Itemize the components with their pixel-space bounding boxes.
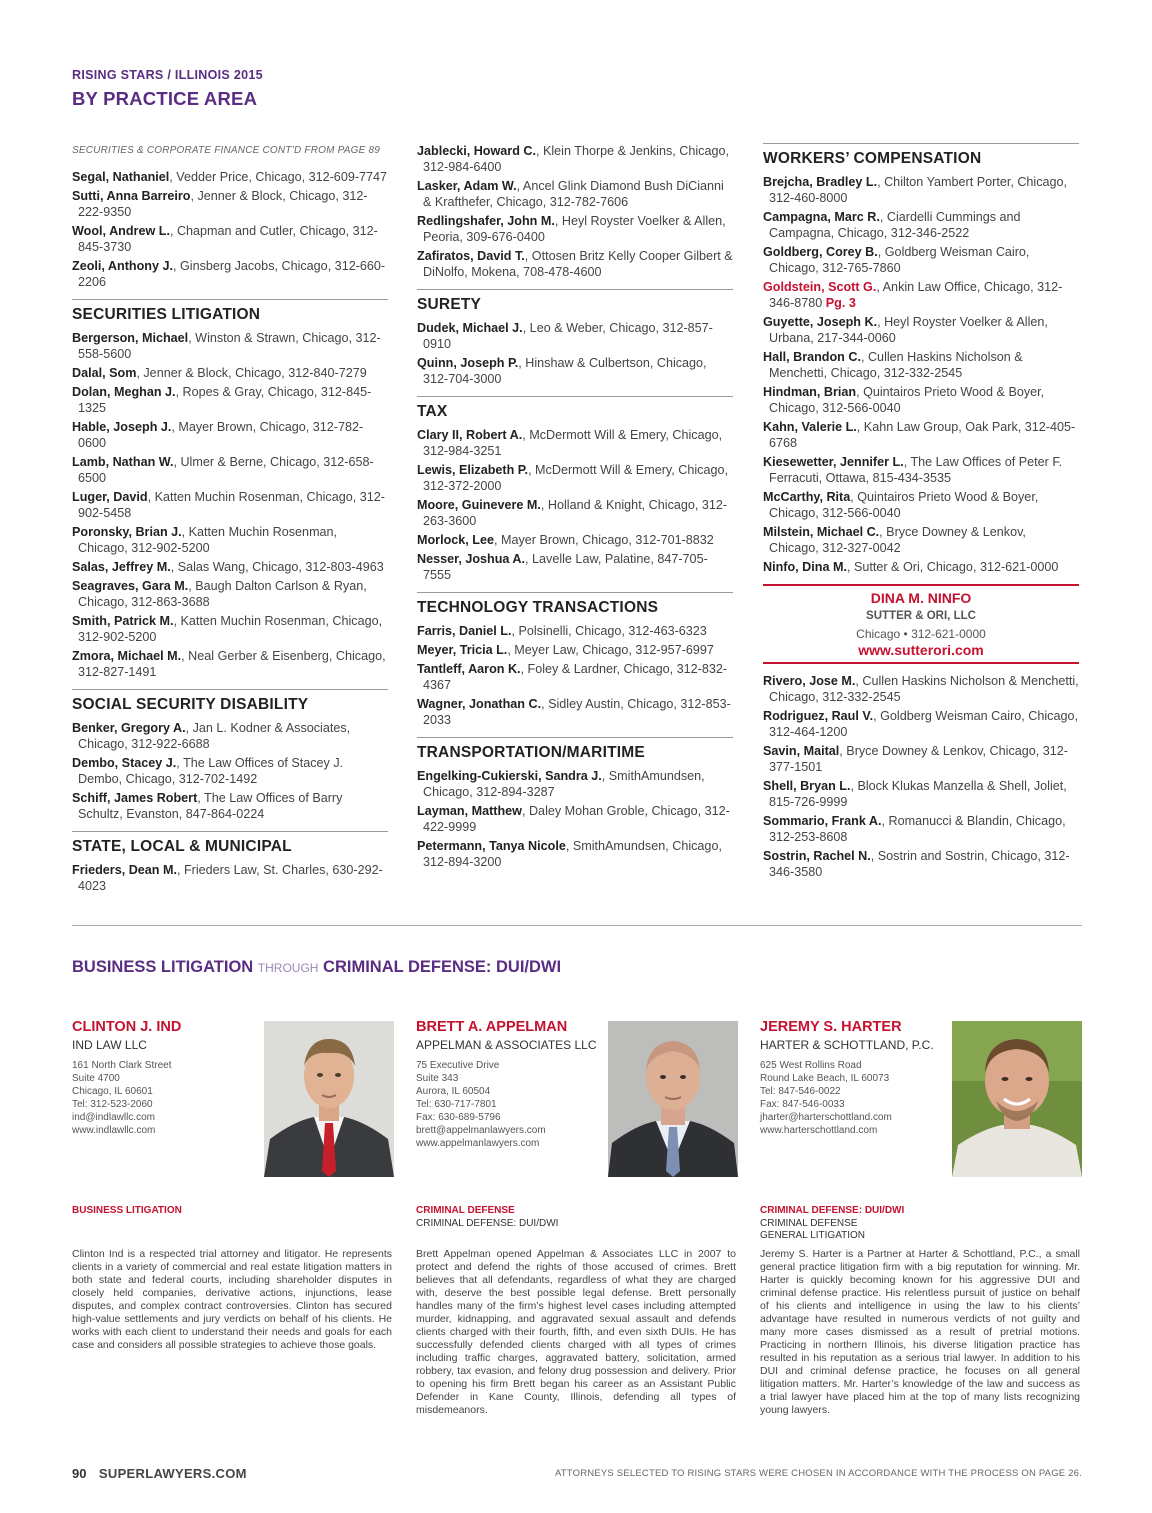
listing-details: , SmithAmundsen, Chicago, 312-894-3287 (423, 769, 705, 799)
listing-entry (763, 673, 1079, 705)
listing-name: Farris, Daniel L. (417, 624, 512, 638)
title-end: CRIMINAL DEFENSE: DUI/DWI (318, 958, 562, 976)
listing-name: Guyette, Joseph K. (763, 315, 878, 329)
listing-name: Smith, Patrick M. (72, 614, 174, 628)
attorney-bio: Jeremy S. Harter is a Partner at Harter & Schottland, P.C., a small general practice litigation firm with a big reputation for winning. Mr. Harter is quickly becoming known for his aggressive DUI and criminal defense practice. His relentless pursuit of justice on behalf of his clients and intelligence in using the law to his clients’ advantage have resulted in numerous verdicts of not guilty and many more cases dismissed as a result of pretrial motions. Practicing in northern Illinois, his diverse litigation practice has resulted in his reputation as a serious trial lawyer. In addition to his DUI and criminal defense practice, he focuses on all general litigation matters. Mr. Harter’s knowledge of the law and success as a trial lawyer have placed him at the top of many lists recognizing young lawyers. (760, 1248, 1080, 1416)
section-heading: WORKERS’ COMPENSATION (763, 143, 1079, 167)
listing-entry (763, 524, 1079, 556)
listing-name: Moore, Guinevere M. (417, 498, 541, 512)
listing-name: Meyer, Tricia L. (417, 643, 508, 657)
section-heading: SURETY (417, 289, 733, 313)
practice-area: CRIMINAL DEFENSE (760, 1217, 858, 1229)
listing-name: Redlingshafer, John M. (417, 214, 555, 228)
listing-name: Poronsky, Brian J. (72, 525, 182, 539)
title-through: THROUGH (257, 961, 319, 975)
attorney-contact (416, 1059, 601, 1150)
listing-name: Lewis, Elizabeth P. (417, 463, 529, 477)
ad-firm: SUTTER & ORI, LLC (866, 610, 976, 622)
listing-name: Schiff, James Robert (72, 791, 198, 805)
ad-website-link[interactable]: www.sutterori.com (858, 642, 984, 658)
section-kicker (72, 68, 1082, 82)
listing-name: Zafiratos, David T. (417, 249, 525, 263)
practice-areas (72, 1205, 392, 1218)
listing-name: Milstein, Michael C. (763, 525, 880, 539)
listing-details: , Block Klukas Manzella & Shell, Joliet, 815-726-9999 (769, 779, 1067, 809)
title-start: BUSINESS LITIGATION (72, 958, 258, 976)
attorney-bio: Brett Appelman opened Appelman & Associates LLC in 2007 to protect and defend the rights of those accused of crimes. Brett believes that all defendants, regardless of what they are charged with, deserve the best possible legal defense. Brett personally handles many of the firm’s highest level cases including attempted murder, kidnapping, and aggravated sexual assault and defends clients charged with their fourth, fifth, and even sixth DUIs. He has successfully defended clients charged with all types of crimes including traffic charges, aggravated battery, solicitation, armed robbery, tax evasion, and felony drug possession and delivery. Prior to opening his firm Brett began his career as an Assistant Public Defender in Kane County, Illinois, defending all types of misdemeanors. (416, 1248, 736, 1416)
attorney-contact (72, 1059, 257, 1137)
attorney-name: BRETT A. APPELMAN (416, 1019, 568, 1035)
listing-name: Petermann, Tanya Nicole (417, 839, 566, 853)
section-heading: SOCIAL SECURITY DISABILITY (72, 689, 388, 713)
attorney-firm: HARTER & SCHOTTLAND, P.C. (760, 1038, 934, 1052)
listing-name: Hable, Joseph J. (72, 420, 172, 434)
listing-details: , Jenner & Block, Chicago, 312-222-9350 (78, 189, 368, 219)
listing-details: , Vedder Price, Chicago, 312-609-7747 (169, 170, 388, 184)
listing-entry (72, 720, 388, 752)
practice-areas (760, 1205, 1080, 1243)
listing-details: , Quintairos Prieto Wood & Boyer, Chicago, 312-566-0040 (769, 490, 1039, 520)
listing-details: , Ciardelli Cummings and Campagna, Chicago, 312-346-2522 (769, 210, 1021, 240)
listing-details: , Ancel Glink Diamond Bush DiCianni & Krafthefer, Chicago, 312-782-7606 (423, 179, 724, 209)
ad-name: DINA M. NINFO (870, 590, 972, 606)
contact-line: www.harterschottland.com (760, 1125, 878, 1136)
listing-name: Benker, Gregory A. (72, 721, 186, 735)
listing-details: , Kahn Law Group, Oak Park, 312-405-6768 (769, 420, 1076, 450)
listing-name: Clary II, Robert A. (417, 428, 523, 442)
listing-entry (72, 524, 388, 556)
listing-details: , Hinshaw & Culbertson, Chicago, 312-704-3000 (423, 356, 707, 386)
listing-name: Tantleff, Aaron K. (417, 662, 521, 676)
listing-details: , Quintairos Prieto Wood & Boyer, Chicago, 312-566-0040 (769, 385, 1045, 415)
attorney-bio: Clinton Ind is a respected trial attorney and litigator. He represents clients in a variety of commercial and real estate litigation matters in both state and federal courts, including shareholder disputes in closely held companies, derivative actions, injunctions, lease disputes, and complex contract controversies. Clinton has secured high-value settlements and jury verdicts on behalf of his clients. He works with each client to understand their needs and goals for each case and considers all possible strategies to achieve those goals. (72, 1248, 392, 1351)
listing-details: , Jan L. Kodner & Associates, Chicago, 312-922-6688 (78, 721, 351, 751)
listing-name: Dembo, Stacey J. (72, 756, 177, 770)
contact-line: Tel: 312-523-2060 (72, 1099, 153, 1110)
listing-entry (72, 454, 388, 486)
attorney-profile (72, 1019, 392, 1351)
listing-details: , Ottosen Britz Kelly Cooper Gilbert & DiNolfo, Mokena, 708-478-4600 (423, 249, 733, 279)
listing-entry (417, 355, 733, 387)
contact-line: Tel: 847-546-0022 (760, 1086, 841, 1097)
listing-details: , Frieders Law, St. Charles, 630-292-4023 (78, 863, 383, 893)
listing-details: , Cullen Haskins Nicholson & Menchetti, Chicago, 312-332-2545 (769, 674, 1079, 704)
listing-entry (72, 862, 388, 894)
ad-contact: Chicago • 312-621-0000 (856, 627, 986, 641)
listing-details: , McDermott Will & Emery, Chicago, 312-984-3251 (423, 428, 723, 458)
listing-details: , The Law Offices of Peter F. Ferracuti, Ottawa, 815-434-3535 (769, 455, 1063, 485)
listing-entry (72, 223, 388, 255)
footer-note: ATTORNEYS SELECTED TO RISING STARS WERE CHOSEN IN ACCORDANCE WITH THE PROCESS ON PAGE 26. (554, 1468, 1082, 1479)
listing-name: Jablecki, Howard C. (417, 144, 536, 158)
listing-details: , Katten Muchin Rosenman, Chicago, 312-902-5458 (78, 490, 385, 520)
contact-line: Fax: 630-689-5796 (416, 1112, 501, 1123)
listing-entry (763, 314, 1079, 346)
listing-entry (763, 489, 1079, 521)
listing-entry (763, 813, 1079, 845)
listing-details: , Salas Wang, Chicago, 312-803-4963 (170, 560, 384, 574)
page-footer (72, 1465, 1082, 1483)
practice-area-primary: CRIMINAL DEFENSE: DUI/DWI (760, 1205, 905, 1216)
attorney-firm: IND LAW LLC (72, 1038, 147, 1052)
listing-name: Dudek, Michael J. (417, 321, 523, 335)
listing-name: Sostrin, Rachel N. (763, 849, 871, 863)
listing-entry (72, 613, 388, 645)
listing-details: , Winston & Strawn, Chicago, 312-558-5600 (78, 331, 381, 361)
listing-name: Quinn, Joseph P. (417, 356, 519, 370)
listing-entry (72, 648, 388, 680)
listing-entry (417, 696, 733, 728)
contact-line: Suite 343 (416, 1073, 459, 1084)
listing-details: , Sidley Austin, Chicago, 312-853-2033 (423, 697, 731, 727)
listing-entry (763, 454, 1079, 486)
listing-entry (763, 708, 1079, 740)
listing-details: , Katten Muchin Rosenman, Chicago, 312-902-5200 (78, 614, 383, 644)
listing-details: , Chilton Yambert Porter, Chicago, 312-460-8000 (769, 175, 1068, 205)
listing-details: , Sutter & Ori, Chicago, 312-621-0000 (846, 560, 1059, 574)
listing-name: Goldberg, Corey B. (763, 245, 878, 259)
contact-line: 625 West Rollins Road (760, 1060, 862, 1071)
listing-entry (417, 320, 733, 352)
listing-name: Savin, Maital (763, 744, 840, 758)
listing-details: , Mayer Brown, Chicago, 312-701-8832 (493, 533, 714, 547)
listing-name: Dolan, Meghan J. (72, 385, 176, 399)
contact-line: Tel: 630-717-7801 (416, 1099, 497, 1110)
listing-entry (72, 755, 388, 787)
listing-entry (417, 497, 733, 529)
listing-entry (417, 803, 733, 835)
section-heading: TRANSPORTATION/MARITIME (417, 737, 733, 761)
listing-details: , Neal Gerber & Eisenberg, Chicago, 312-827-1491 (78, 649, 386, 679)
listing-entry (417, 143, 733, 175)
listing-entry (72, 330, 388, 362)
contact-line: Chicago, IL 60601 (72, 1086, 153, 1097)
kicker-series: RISING STARS / (72, 68, 175, 82)
contact-line: jharter@harterschottland.com (760, 1112, 892, 1123)
listing-details: , Lavelle Law, Palatine, 847-705-7555 (423, 552, 708, 582)
section-heading: TECHNOLOGY TRANSACTIONS (417, 592, 733, 616)
practice-area-primary: CRIMINAL DEFENSE (416, 1205, 515, 1216)
listing-entry (763, 209, 1079, 241)
listing-entry (417, 178, 733, 210)
listing-entry (763, 778, 1079, 810)
attorney-name: JEREMY S. HARTER (760, 1019, 902, 1035)
listing-entry (417, 551, 733, 583)
listing-entry (72, 790, 388, 822)
listing-entry (417, 462, 733, 494)
listing-name: Bergerson, Michael (72, 331, 189, 345)
listing-details: , Foley & Lardner, Chicago, 312-832-4367 (423, 662, 728, 692)
listing-details: , SmithAmundsen, Chicago, 312-894-3200 (423, 839, 722, 869)
listing-name: Lamb, Nathan W. (72, 455, 174, 469)
ninfo-ad-box (763, 584, 1079, 664)
listing-details: , The Law Offices of Stacey J. Dembo, Chicago, 312-702-1492 (78, 756, 344, 786)
listing-details: , Ankin Law Office, Chicago, 312-346-8780 (769, 280, 1063, 310)
listing-details: , Klein Thorpe & Jenkins, Chicago, 312-984-6400 (423, 144, 729, 174)
listing-entry (417, 623, 733, 639)
listing-details: , Ropes & Gray, Chicago, 312-845-1325 (78, 385, 372, 415)
page-title: BY PRACTICE AREA (72, 88, 258, 109)
contact-line: Aurora, IL 60504 (416, 1086, 491, 1097)
listing-entry (72, 169, 388, 185)
listing-name: Campagna, Marc R. (763, 210, 880, 224)
listing-details: , Romanucci & Blandin, Chicago, 312-253-8608 (769, 814, 1066, 844)
listing-entry (763, 244, 1079, 276)
listing-entry (763, 174, 1079, 206)
listing-details: , Goldberg Weisman Cairo, Chicago, 312-765-7860 (769, 245, 1030, 275)
listing-details: , The Law Offices of Barry Schultz, Evanston, 847-864-0224 (78, 791, 343, 821)
listing-details: , Jenner & Block, Chicago, 312-840-7279 (136, 366, 367, 380)
featured-listing (763, 279, 1079, 311)
listing-entry (417, 768, 733, 800)
listing-details: , Heyl Royster Voelker & Allen, Peoria, 309-676-0400 (423, 214, 726, 244)
listing-name: Seagraves, Gara M. (72, 579, 189, 593)
listing-name: Nesser, Joshua A. (417, 552, 526, 566)
section-divider (72, 925, 1082, 926)
listing-details: , Meyer Law, Chicago, 312-957-6997 (507, 643, 714, 657)
site-link[interactable]: SUPERLAWYERS.COM (98, 1466, 247, 1481)
listing-entry (763, 384, 1079, 416)
listing-details: , Bryce Downey & Lenkov, Chicago, 312-377-1501 (769, 744, 1068, 774)
attorney-profile (416, 1019, 736, 1416)
listing-details: , Chapman and Cutler, Chicago, 312-845-3730 (78, 224, 378, 254)
listing-details: , Heyl Royster Voelker & Allen, Urbana, 217-344-0060 (769, 315, 1048, 345)
listing-details: , Sostrin and Sostrin, Chicago, 312-346-3580 (769, 849, 1070, 879)
page-header (72, 68, 1082, 110)
listing-name: Sommario, Frank A. (763, 814, 882, 828)
listing-name: Goldstein, Scott G. (763, 280, 877, 294)
listing-name: Zmora, Michael M. (72, 649, 182, 663)
listing-entry (417, 532, 733, 548)
listing-name: Morlock, Lee (417, 533, 494, 547)
contact-line: Fax: 847-546-0033 (760, 1099, 845, 1110)
listing-name: Brejcha, Bradley L. (763, 175, 878, 189)
contact-line: www.appelmanlawyers.com (416, 1138, 540, 1149)
listing-entry (417, 213, 733, 245)
listing-details: , Ulmer & Berne, Chicago, 312-658-6500 (78, 455, 374, 485)
practice-area: CRIMINAL DEFENSE: DUI/DWI (416, 1217, 559, 1229)
listing-entry (72, 188, 388, 220)
contact-line: brett@appelmanlawyers.com (416, 1125, 546, 1136)
listing-name: Luger, David (72, 490, 148, 504)
listing-entry (763, 559, 1079, 575)
listing-name: Rivero, Jose M. (763, 674, 856, 688)
contact-line: 161 North Clark Street (72, 1060, 172, 1071)
section-heading: STATE, LOCAL & MUNICIPAL (72, 831, 388, 855)
listing-entry (72, 419, 388, 451)
listing-entry (72, 258, 388, 290)
attorney-firm: APPELMAN & ASSOCIATES LLC (416, 1038, 597, 1052)
listing-entry (763, 848, 1079, 880)
listing-entry (417, 838, 733, 870)
continuation-note: SECURITIES & CORPORATE FINANCE CONT’D FROM PAGE 89 (72, 145, 380, 156)
practice-area-primary: BUSINESS LITIGATION (72, 1205, 182, 1216)
practice-areas (416, 1205, 736, 1230)
listing-details: , Polsinelli, Chicago, 312-463-6323 (511, 624, 707, 638)
practice-area: GENERAL LITIGATION (760, 1230, 866, 1241)
attorney-name: CLINTON J. IND (72, 1019, 182, 1035)
listing-name: Ninfo, Dina M. (763, 560, 847, 574)
section-heading: TAX (417, 396, 733, 420)
listing-details: , Baugh Dalton Carlson & Ryan, Chicago, 312-863-3688 (78, 579, 367, 609)
listing-details: , Mayer Brown, Chicago, 312-782-0600 (78, 420, 364, 450)
listing-name: Salas, Jeffrey M. (72, 560, 171, 574)
listing-name: Engelking-Cukierski, Sandra J. (417, 769, 602, 783)
listing-column-2 (417, 143, 733, 873)
section-heading: SECURITIES LITIGATION (72, 299, 388, 323)
listing-name: Rodriguez, Raul V. (763, 709, 874, 723)
listing-column-1 (72, 143, 388, 897)
listing-name: Layman, Matthew (417, 804, 522, 818)
listing-name: Kiesewetter, Jennifer L. (763, 455, 904, 469)
page-reference: Pg. 3 (825, 296, 856, 310)
listing-entry (417, 642, 733, 658)
listing-column-3 (763, 143, 1079, 883)
attorney-profile (760, 1019, 1080, 1416)
listing-details: , Goldberg Weisman Cairo, Chicago, 312-464-1200 (769, 709, 1078, 739)
attorney-photo (608, 1021, 738, 1177)
listing-entry (417, 427, 733, 459)
listing-entry (417, 248, 733, 280)
attorney-photo (264, 1021, 394, 1177)
listing-name: Lasker, Adam W. (417, 179, 517, 193)
listing-name: Shell, Bryan L. (763, 779, 851, 793)
listing-name: Frieders, Dean M. (72, 863, 177, 877)
listing-name: Hindman, Brian (763, 385, 857, 399)
listing-entry (72, 489, 388, 521)
listing-details: , Daley Mohan Groble, Chicago, 312-422-9999 (423, 804, 730, 834)
listing-name: Zeoli, Anthony J. (72, 259, 173, 273)
listing-entry (72, 365, 388, 381)
listing-name: Kahn, Valerie L. (763, 420, 857, 434)
listing-entry (72, 559, 388, 575)
kicker-state: ILLINOIS 2015 (174, 68, 263, 82)
contact-line: ind@indlawllc.com (72, 1112, 155, 1123)
contact-line: www.indlawllc.com (72, 1125, 156, 1136)
listing-entry (72, 384, 388, 416)
listing-name: Segal, Nathaniel (72, 170, 170, 184)
listing-name: Wagner, Jonathan C. (417, 697, 542, 711)
listing-details: , McDermott Will & Emery, Chicago, 312-372-2000 (423, 463, 728, 493)
listing-name: Dalal, Som (72, 366, 137, 380)
listing-entry (72, 578, 388, 610)
listing-entry (763, 743, 1079, 775)
contact-line: Round Lake Beach, IL 60073 (760, 1073, 890, 1084)
listing-details: , Katten Muchin Rosenman, Chicago, 312-902-5200 (78, 525, 338, 555)
listing-name: Sutti, Anna Barreiro (72, 189, 191, 203)
attorney-contact (760, 1059, 945, 1137)
listing-details: , Ginsberg Jacobs, Chicago, 312-660-2206 (78, 259, 386, 289)
listing-name: McCarthy, Rita (763, 490, 851, 504)
listing-details: , Leo & Weber, Chicago, 312-857-0910 (423, 321, 713, 351)
listing-details: , Cullen Haskins Nicholson & Menchetti, Chicago, 312-332-2545 (769, 350, 1023, 380)
listing-entry (763, 349, 1079, 381)
listing-details: , Bryce Downey & Lenkov, Chicago, 312-327-0042 (769, 525, 1026, 555)
listing-entry (763, 419, 1079, 451)
page-number: 90 (72, 1466, 87, 1481)
contact-line: 75 Executive Drive (416, 1060, 500, 1071)
listing-name: Wool, Andrew L. (72, 224, 170, 238)
profile-section-title (72, 958, 561, 977)
contact-line: Suite 4700 (72, 1073, 120, 1084)
listing-name: Hall, Brandon C. (763, 350, 861, 364)
listing-details: , Holland & Knight, Chicago, 312-263-3600 (423, 498, 728, 528)
listing-entry (417, 661, 733, 693)
attorney-photo (952, 1021, 1082, 1177)
